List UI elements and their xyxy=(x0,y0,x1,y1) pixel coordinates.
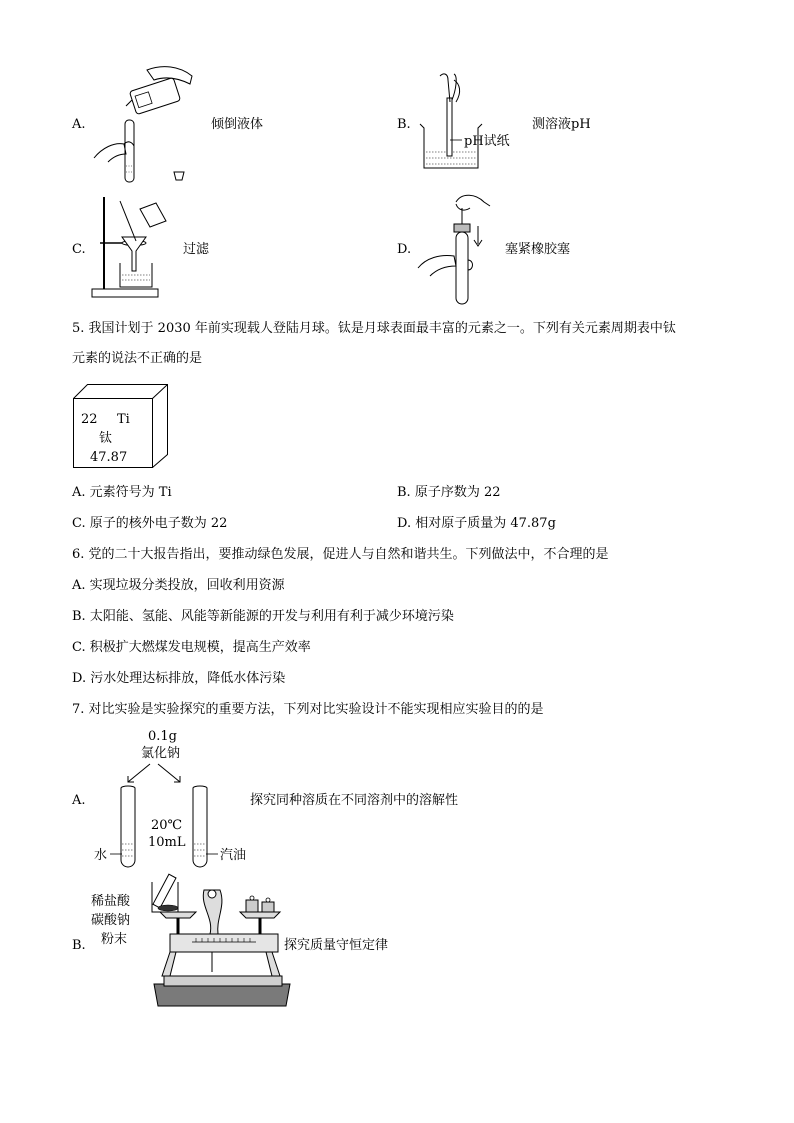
label-acid: 稀盐酸 xyxy=(91,894,131,909)
caption-mass-conservation: 探究质量守恒定律 xyxy=(284,938,389,953)
label-temperature: 20℃ xyxy=(151,818,183,833)
element-symbol: Ti xyxy=(117,412,130,427)
q6-option-b[interactable]: B. 太阳能、氢能、风能等新能源的开发与利用有利于减少环境污染 xyxy=(72,609,454,624)
element-atomic-number: 22 xyxy=(81,412,98,427)
pour-liquid-illustration xyxy=(92,62,202,187)
balance-illustration xyxy=(140,872,300,1012)
option-letter-c: C. xyxy=(72,242,86,257)
q5-option-c[interactable]: C. 原子的核外电子数为 22 xyxy=(72,516,228,531)
label-amount: 0.1g xyxy=(148,729,177,744)
caption-pour-liquid: 倾倒液体 xyxy=(211,117,264,132)
caption-filtration: 过滤 xyxy=(183,242,210,257)
q5-stem-line1: 5. 我国计划于 2030 年前实现载人登陆月球。钛是月球表面最丰富的元素之一。下列有关元素周期表中钛 xyxy=(72,321,676,336)
option-letter-b: B. xyxy=(72,938,86,953)
q5-stem-line2: 元素的说法不正确的是 xyxy=(72,351,203,366)
option-letter-b: B. xyxy=(397,117,411,132)
label-gasoline: 汽油 xyxy=(220,848,247,863)
element-atomic-mass: 47.87 xyxy=(90,450,128,465)
label-ph-paper: pH试纸 xyxy=(464,134,510,149)
q6-option-a[interactable]: A. 实现垃圾分类投放，回收利用资源 xyxy=(72,578,285,593)
option-letter-a: A. xyxy=(72,793,86,808)
caption-ph-test: 测溶液pH xyxy=(532,117,591,132)
label-powder-line1: 碳酸钠 xyxy=(91,913,131,928)
q6-option-c[interactable]: C. 积极扩大燃煤发电规模，提高生产效率 xyxy=(72,640,311,655)
filtration-illustration xyxy=(90,193,180,301)
q6-stem: 6. 党的二十大报告指出，要推动绿色发展，促进人与自然和谐共生。下列做法中，不合理的是 xyxy=(72,547,609,562)
insert-stopper-illustration xyxy=(416,190,496,308)
option-letter-d: D. xyxy=(397,242,412,257)
q6-option-d[interactable]: D. 污水处理达标排放，降低水体污染 xyxy=(72,671,286,686)
q5-option-a[interactable]: A. 元素符号为 Ti xyxy=(72,485,172,500)
ph-test-illustration xyxy=(418,72,528,172)
q7-stem: 7. 对比实验是实验探究的重要方法，下列对比实验设计不能实现相应实验目的的是 xyxy=(72,702,544,717)
caption-solubility: 探究同种溶质在不同溶剂中的溶解性 xyxy=(250,793,459,808)
caption-insert-stopper: 塞紧橡胶塞 xyxy=(505,242,571,257)
option-letter-a: A. xyxy=(72,117,86,132)
label-solute: 氯化钠 xyxy=(141,746,181,761)
label-powder-line2: 粉末 xyxy=(101,932,128,947)
label-water: 水 xyxy=(94,848,108,863)
q5-option-b[interactable]: B. 原子序数为 22 xyxy=(397,485,501,500)
label-volume: 10mL xyxy=(148,835,186,850)
q5-option-d[interactable]: D. 相对原子质量为 47.87g xyxy=(397,516,556,531)
element-name: 钛 xyxy=(99,431,113,446)
